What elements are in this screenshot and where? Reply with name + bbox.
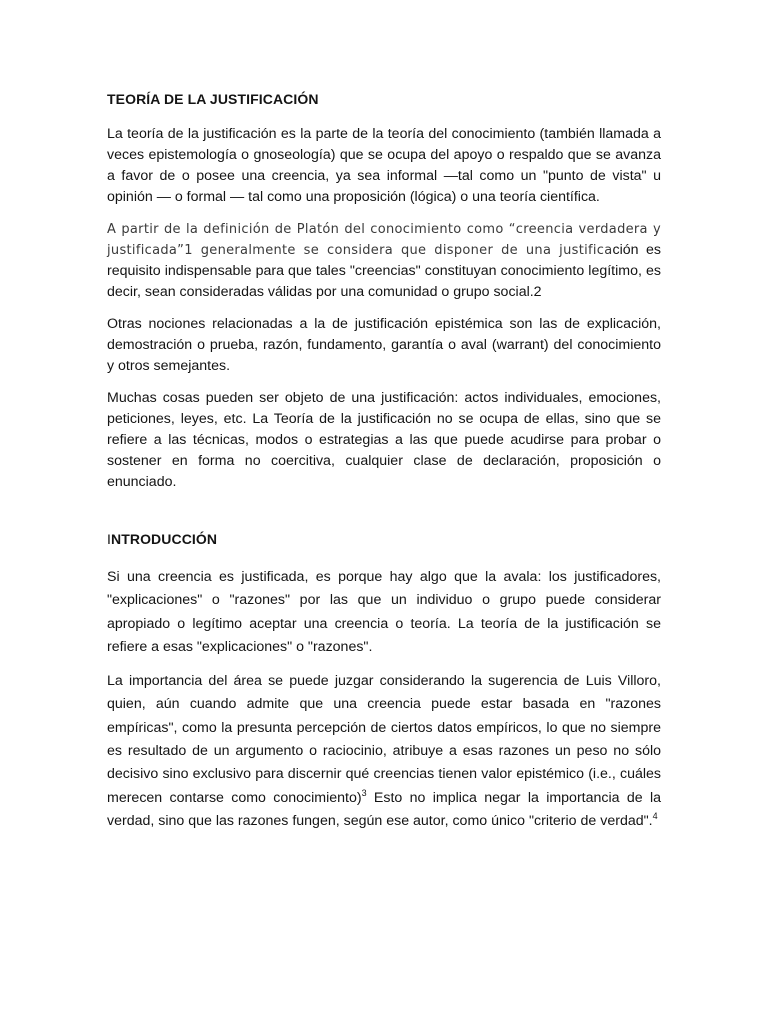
- paragraph-objects-of-justification: Muchas cosas pueden ser objeto de una justificación: actos individuales, emociones, peticiones, leyes, etc. La Teoría de la justificación no se ocupa de ellas, sino que se refiere a las técnicas, modos o estrategias a las que puede acudirse para probar o sostener en forma no coercitiva, cualquier clase de declaración, proposición o enunciado.: [107, 390, 661, 490]
- paragraph-platon: [107, 219, 661, 303]
- section-heading-initial: I: [107, 531, 111, 547]
- paragraph-villoro: [107, 670, 661, 833]
- paragraph-villoro-text-a: La importancia del área se puede juzgar considerando la sugerencia de Luis Villoro, quien, aún cuando admite que una creencia puede estar basada en "razones empíricas", como la presunta percepción de ciertos datos empíricos, lo que no siempre es resultado de un argumento o raciocinio, atribuye a esas razones un peso no sólo decisivo sino exclusivo para discernir qué creencias tienen valor epistémico (i.e., cuáles merecen contarse como conocimiento): [107, 673, 661, 806]
- footnote-ref-3: 3: [361, 787, 367, 798]
- footnote-ref-4: 4: [652, 810, 658, 821]
- document-body: [107, 91, 661, 844]
- section-heading-rest: NTRODUCCIÓN: [111, 531, 218, 547]
- paragraph-platon-text: ción es requisito indispensable para que tales "creencias" constituyan conocimiento legítimo, es decir, sean consideradas válidas por una comunidad o grupo social.2: [107, 242, 662, 300]
- document-title: TEORÍA DE LA JUSTIFICACIÓN: [107, 91, 319, 107]
- section-heading-introduccion: [107, 531, 661, 547]
- paragraph-justifiers: Si una creencia es justificada, es porque hay algo que la avala: los justificadores, "explicaciones" o "razones" por las que un individuo o grupo puede considerar apropiado o legítimo aceptar una creencia o teoría. La teoría de la justificación se refiere a esas "explicaciones" o "razones".: [107, 569, 661, 655]
- paragraph-related-notions: Otras nociones relacionadas a la de justificación epistémica son las de explicación, demostración o prueba, razón, fundamento, garantía o aval (warrant) del conocimiento y otros semejantes.: [107, 316, 661, 374]
- paragraph-platon-light-text: A partir de la definición de Platón del conocimiento como “creencia verdadera y justificada”1 generalmente se considera que disponer de una justifica: [107, 222, 661, 258]
- paragraph-villoro-text-b: Esto no implica negar la importancia de la verdad, sino que las razones fungen, según ese autor, como único "criterio de verdad".: [107, 789, 661, 829]
- paragraph-definition: La teoría de la justificación es la parte de la teoría del conocimiento (también llamada a veces epistemología o gnoseología) que se ocupa del apoyo o respaldo que se avanza a favor de o posee una creencia, ya sea informal —tal como un "punto de vista" u opinión — o formal — tal como una proposición (lógica) o una teoría científica.: [107, 126, 661, 205]
